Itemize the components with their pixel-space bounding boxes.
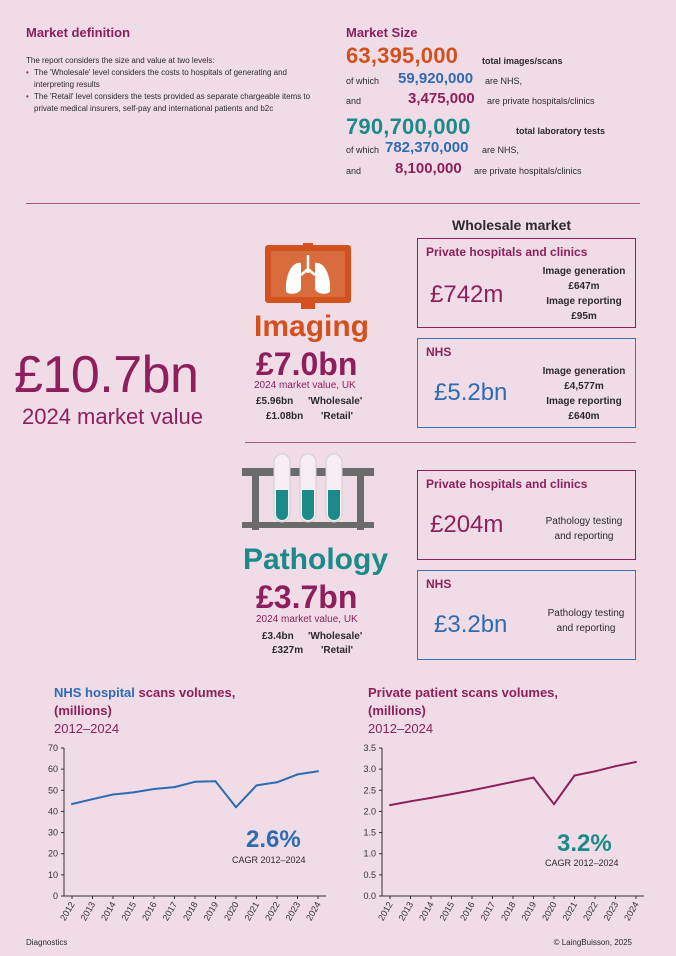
detail-value: £640m bbox=[568, 411, 600, 422]
pathology-nhs-amount: £3.2bn bbox=[434, 611, 508, 638]
y-tick-label: 2.5 bbox=[363, 785, 376, 796]
section-divider bbox=[245, 442, 636, 443]
imaging-nhs-title: NHS bbox=[426, 345, 452, 359]
nhs-chart-title bbox=[54, 684, 235, 702]
detail-line: Image generation bbox=[542, 266, 626, 277]
are-nhs-label: are NHS, bbox=[482, 145, 520, 155]
x-tick-label: 2014 bbox=[99, 900, 118, 923]
pathology-private-details bbox=[532, 514, 636, 544]
y-tick-label: 40 bbox=[47, 806, 58, 817]
x-tick-label: 2018 bbox=[181, 900, 200, 923]
y-tick-label: 70 bbox=[47, 743, 58, 753]
data-point bbox=[410, 800, 412, 802]
private-cagr-label: CAGR 2012–2024 bbox=[545, 858, 619, 868]
y-tick-label: 60 bbox=[47, 764, 58, 775]
footer-right: © LaingBuisson, 2025 bbox=[553, 938, 632, 947]
definition-bullet: • The 'Retail' level considers the tests provided as separate chargeable items to private medical insurers, self-pay and international patients and b2c bbox=[26, 91, 326, 115]
detail-value: £95m bbox=[571, 311, 597, 322]
images-nhs-value: 59,920,000 bbox=[398, 70, 474, 87]
pathology-retail-label: 'Retail' bbox=[321, 645, 353, 656]
test-tubes-icon bbox=[238, 452, 378, 532]
pathology-market-value: £3.7bn bbox=[256, 579, 358, 615]
data-point bbox=[153, 788, 155, 790]
imaging-nhs-details bbox=[534, 364, 634, 424]
lab-total-value: 790,700,000 bbox=[346, 114, 471, 139]
nhs-chart-title-blue: NHS hospital bbox=[54, 685, 135, 700]
y-tick-label: 0.5 bbox=[363, 869, 376, 880]
imaging-private-box bbox=[417, 238, 636, 328]
private-chart-subtitle: 2012–2024 bbox=[368, 721, 434, 736]
images-total-label: total images/scans bbox=[482, 56, 563, 66]
pathology-nhs-box bbox=[417, 570, 636, 660]
lab-total-label: total laboratory tests bbox=[516, 126, 606, 136]
nhs-chart-subtitle: 2012–2024 bbox=[54, 721, 120, 736]
imaging-private-title: Private hospitals and clinics bbox=[426, 245, 588, 259]
are-private-label: are private hospitals/clinics bbox=[474, 166, 582, 176]
detail-value: £647m bbox=[568, 281, 600, 292]
definition-bullet: • The 'Wholesale' level considers the costs to hospitals of generating and interpreting results bbox=[26, 67, 326, 91]
private-cagr-value: 3.2% bbox=[557, 830, 612, 857]
imaging-title: Imaging bbox=[254, 310, 370, 343]
data-point bbox=[71, 803, 73, 805]
detail-line: and reporting bbox=[556, 623, 616, 634]
x-tick-label: 2017 bbox=[478, 900, 498, 923]
data-point bbox=[533, 777, 535, 779]
detail-line: Image generation bbox=[542, 366, 626, 377]
lab-nhs-value: 782,370,000 bbox=[385, 139, 469, 156]
x-tick-label: 2016 bbox=[458, 900, 477, 923]
detail-line: Pathology testing bbox=[547, 608, 625, 619]
lab-private-value: 8,100,000 bbox=[395, 160, 462, 177]
nhs-cagr-label: CAGR 2012–2024 bbox=[232, 855, 306, 865]
data-point bbox=[235, 806, 237, 808]
y-tick-label: 30 bbox=[47, 827, 58, 838]
y-tick-label: 3.0 bbox=[363, 764, 376, 775]
x-tick-label: 2023 bbox=[283, 900, 303, 923]
detail-line: Image reporting bbox=[546, 396, 622, 407]
nhs-chart-title-rest: scans volumes, bbox=[138, 685, 236, 700]
nhs-cagr-value: 2.6% bbox=[246, 826, 301, 853]
pathology-private-title: Private hospitals and clinics bbox=[426, 477, 588, 491]
are-private-label: are private hospitals/clinics bbox=[487, 96, 595, 106]
data-point bbox=[471, 789, 473, 791]
data-point bbox=[430, 797, 432, 799]
footer-left: Diagnostics bbox=[26, 938, 68, 947]
x-tick-label: 2014 bbox=[417, 900, 436, 923]
x-tick-label: 2015 bbox=[119, 900, 139, 923]
imaging-private-details bbox=[534, 264, 634, 324]
series-line bbox=[390, 762, 636, 805]
section-divider bbox=[26, 203, 640, 204]
y-tick-label: 0 bbox=[52, 891, 58, 901]
x-tick-label: 2021 bbox=[560, 900, 580, 923]
y-tick-label: 3.5 bbox=[363, 743, 376, 753]
definition-intro: The report considers the size and value at two levels: bbox=[26, 56, 215, 65]
data-point bbox=[389, 804, 391, 806]
market-definition-title: Market definition bbox=[26, 25, 131, 40]
and-label: and bbox=[346, 166, 362, 176]
y-tick-label: 20 bbox=[47, 848, 58, 859]
imaging-nhs-box bbox=[417, 338, 636, 428]
data-point bbox=[133, 791, 135, 793]
x-tick-label: 2012 bbox=[58, 900, 77, 923]
pathology-private-box bbox=[417, 470, 636, 560]
x-tick-label: 2019 bbox=[201, 900, 221, 923]
imaging-wholesale-label: 'Wholesale' bbox=[308, 396, 363, 407]
imaging-nhs-amount: £5.2bn bbox=[434, 379, 508, 406]
x-tick-label: 2017 bbox=[160, 900, 180, 923]
market-definition-body bbox=[26, 55, 326, 115]
pathology-retail-amount: £327m bbox=[272, 645, 304, 656]
market-size-title: Market Size bbox=[346, 25, 418, 40]
data-point bbox=[594, 770, 596, 772]
data-point bbox=[553, 803, 555, 805]
pathology-nhs-details bbox=[534, 606, 638, 636]
data-point bbox=[92, 798, 94, 800]
x-tick-label: 2020 bbox=[540, 900, 559, 923]
nhs-chart-title-line2: (millions) bbox=[54, 703, 112, 718]
data-point bbox=[317, 770, 319, 772]
detail-line: and reporting bbox=[554, 531, 614, 542]
pathology-title: Pathology bbox=[243, 543, 389, 576]
x-tick-label: 2024 bbox=[622, 900, 641, 923]
data-point bbox=[276, 781, 278, 783]
images-private-value: 3,475,000 bbox=[408, 90, 475, 107]
y-tick-label: 0.0 bbox=[363, 891, 376, 901]
imaging-market-label: 2024 market value, UK bbox=[254, 380, 356, 391]
y-tick-label: 10 bbox=[47, 869, 58, 880]
x-tick-label: 2020 bbox=[222, 900, 241, 923]
x-tick-label: 2022 bbox=[581, 900, 600, 923]
data-point bbox=[615, 765, 617, 767]
headline-market-value: £10.7bn bbox=[14, 346, 199, 404]
data-point bbox=[492, 785, 494, 787]
x-tick-label: 2012 bbox=[376, 900, 395, 923]
data-point bbox=[451, 793, 453, 795]
detail-line: Pathology testing bbox=[545, 516, 623, 527]
of-which-label: of which bbox=[346, 145, 380, 155]
data-point bbox=[297, 773, 299, 775]
lungs-monitor-icon bbox=[263, 243, 353, 311]
pathology-private-amount: £204m bbox=[430, 511, 504, 538]
pathology-wholesale-label: 'Wholesale' bbox=[308, 631, 363, 642]
detail-line: Image reporting bbox=[546, 296, 622, 307]
data-point bbox=[215, 780, 217, 782]
y-tick-label: 1.0 bbox=[363, 848, 376, 859]
imaging-private-amount: £742m bbox=[430, 281, 504, 308]
x-tick-label: 2019 bbox=[519, 900, 539, 923]
data-point bbox=[194, 781, 196, 783]
x-tick-label: 2022 bbox=[263, 900, 282, 923]
private-chart-title: Private patient scans volumes, bbox=[368, 685, 559, 700]
imaging-retail-label: 'Retail' bbox=[321, 411, 353, 422]
and-label: and bbox=[346, 96, 362, 106]
are-nhs-label: are NHS, bbox=[485, 76, 523, 86]
series-line bbox=[72, 771, 318, 807]
headline-market-label: 2024 market value bbox=[22, 404, 203, 429]
pathology-market-label: 2024 market value, UK bbox=[256, 614, 358, 625]
x-tick-label: 2023 bbox=[601, 900, 621, 923]
data-point bbox=[256, 784, 258, 786]
data-point bbox=[635, 761, 637, 763]
images-total-value: 63,395,000 bbox=[346, 43, 459, 68]
imaging-wholesale-amount: £5.96bn bbox=[256, 396, 294, 407]
private-chart-title-line2: (millions) bbox=[368, 703, 426, 718]
data-point bbox=[112, 794, 114, 796]
imaging-market-value: £7.0bn bbox=[256, 346, 358, 382]
y-tick-label: 50 bbox=[47, 785, 58, 796]
x-tick-label: 2018 bbox=[499, 900, 518, 923]
pathology-wholesale-amount: £3.4bn bbox=[262, 631, 294, 642]
data-point bbox=[174, 786, 176, 788]
of-which-label: of which bbox=[346, 76, 380, 86]
x-tick-label: 2021 bbox=[242, 900, 262, 923]
detail-value: £4,577m bbox=[564, 381, 604, 392]
data-point bbox=[512, 781, 514, 783]
x-tick-label: 2013 bbox=[396, 900, 416, 923]
x-tick-label: 2024 bbox=[304, 900, 323, 923]
imaging-retail-amount: £1.08bn bbox=[266, 411, 304, 422]
wholesale-market-title: Wholesale market bbox=[452, 217, 572, 233]
y-tick-label: 2.0 bbox=[363, 806, 376, 817]
data-point bbox=[574, 774, 576, 776]
pathology-nhs-title: NHS bbox=[426, 577, 452, 591]
x-tick-label: 2013 bbox=[78, 900, 98, 923]
y-tick-label: 1.5 bbox=[363, 827, 376, 838]
x-tick-label: 2015 bbox=[437, 900, 457, 923]
x-tick-label: 2016 bbox=[140, 900, 159, 923]
